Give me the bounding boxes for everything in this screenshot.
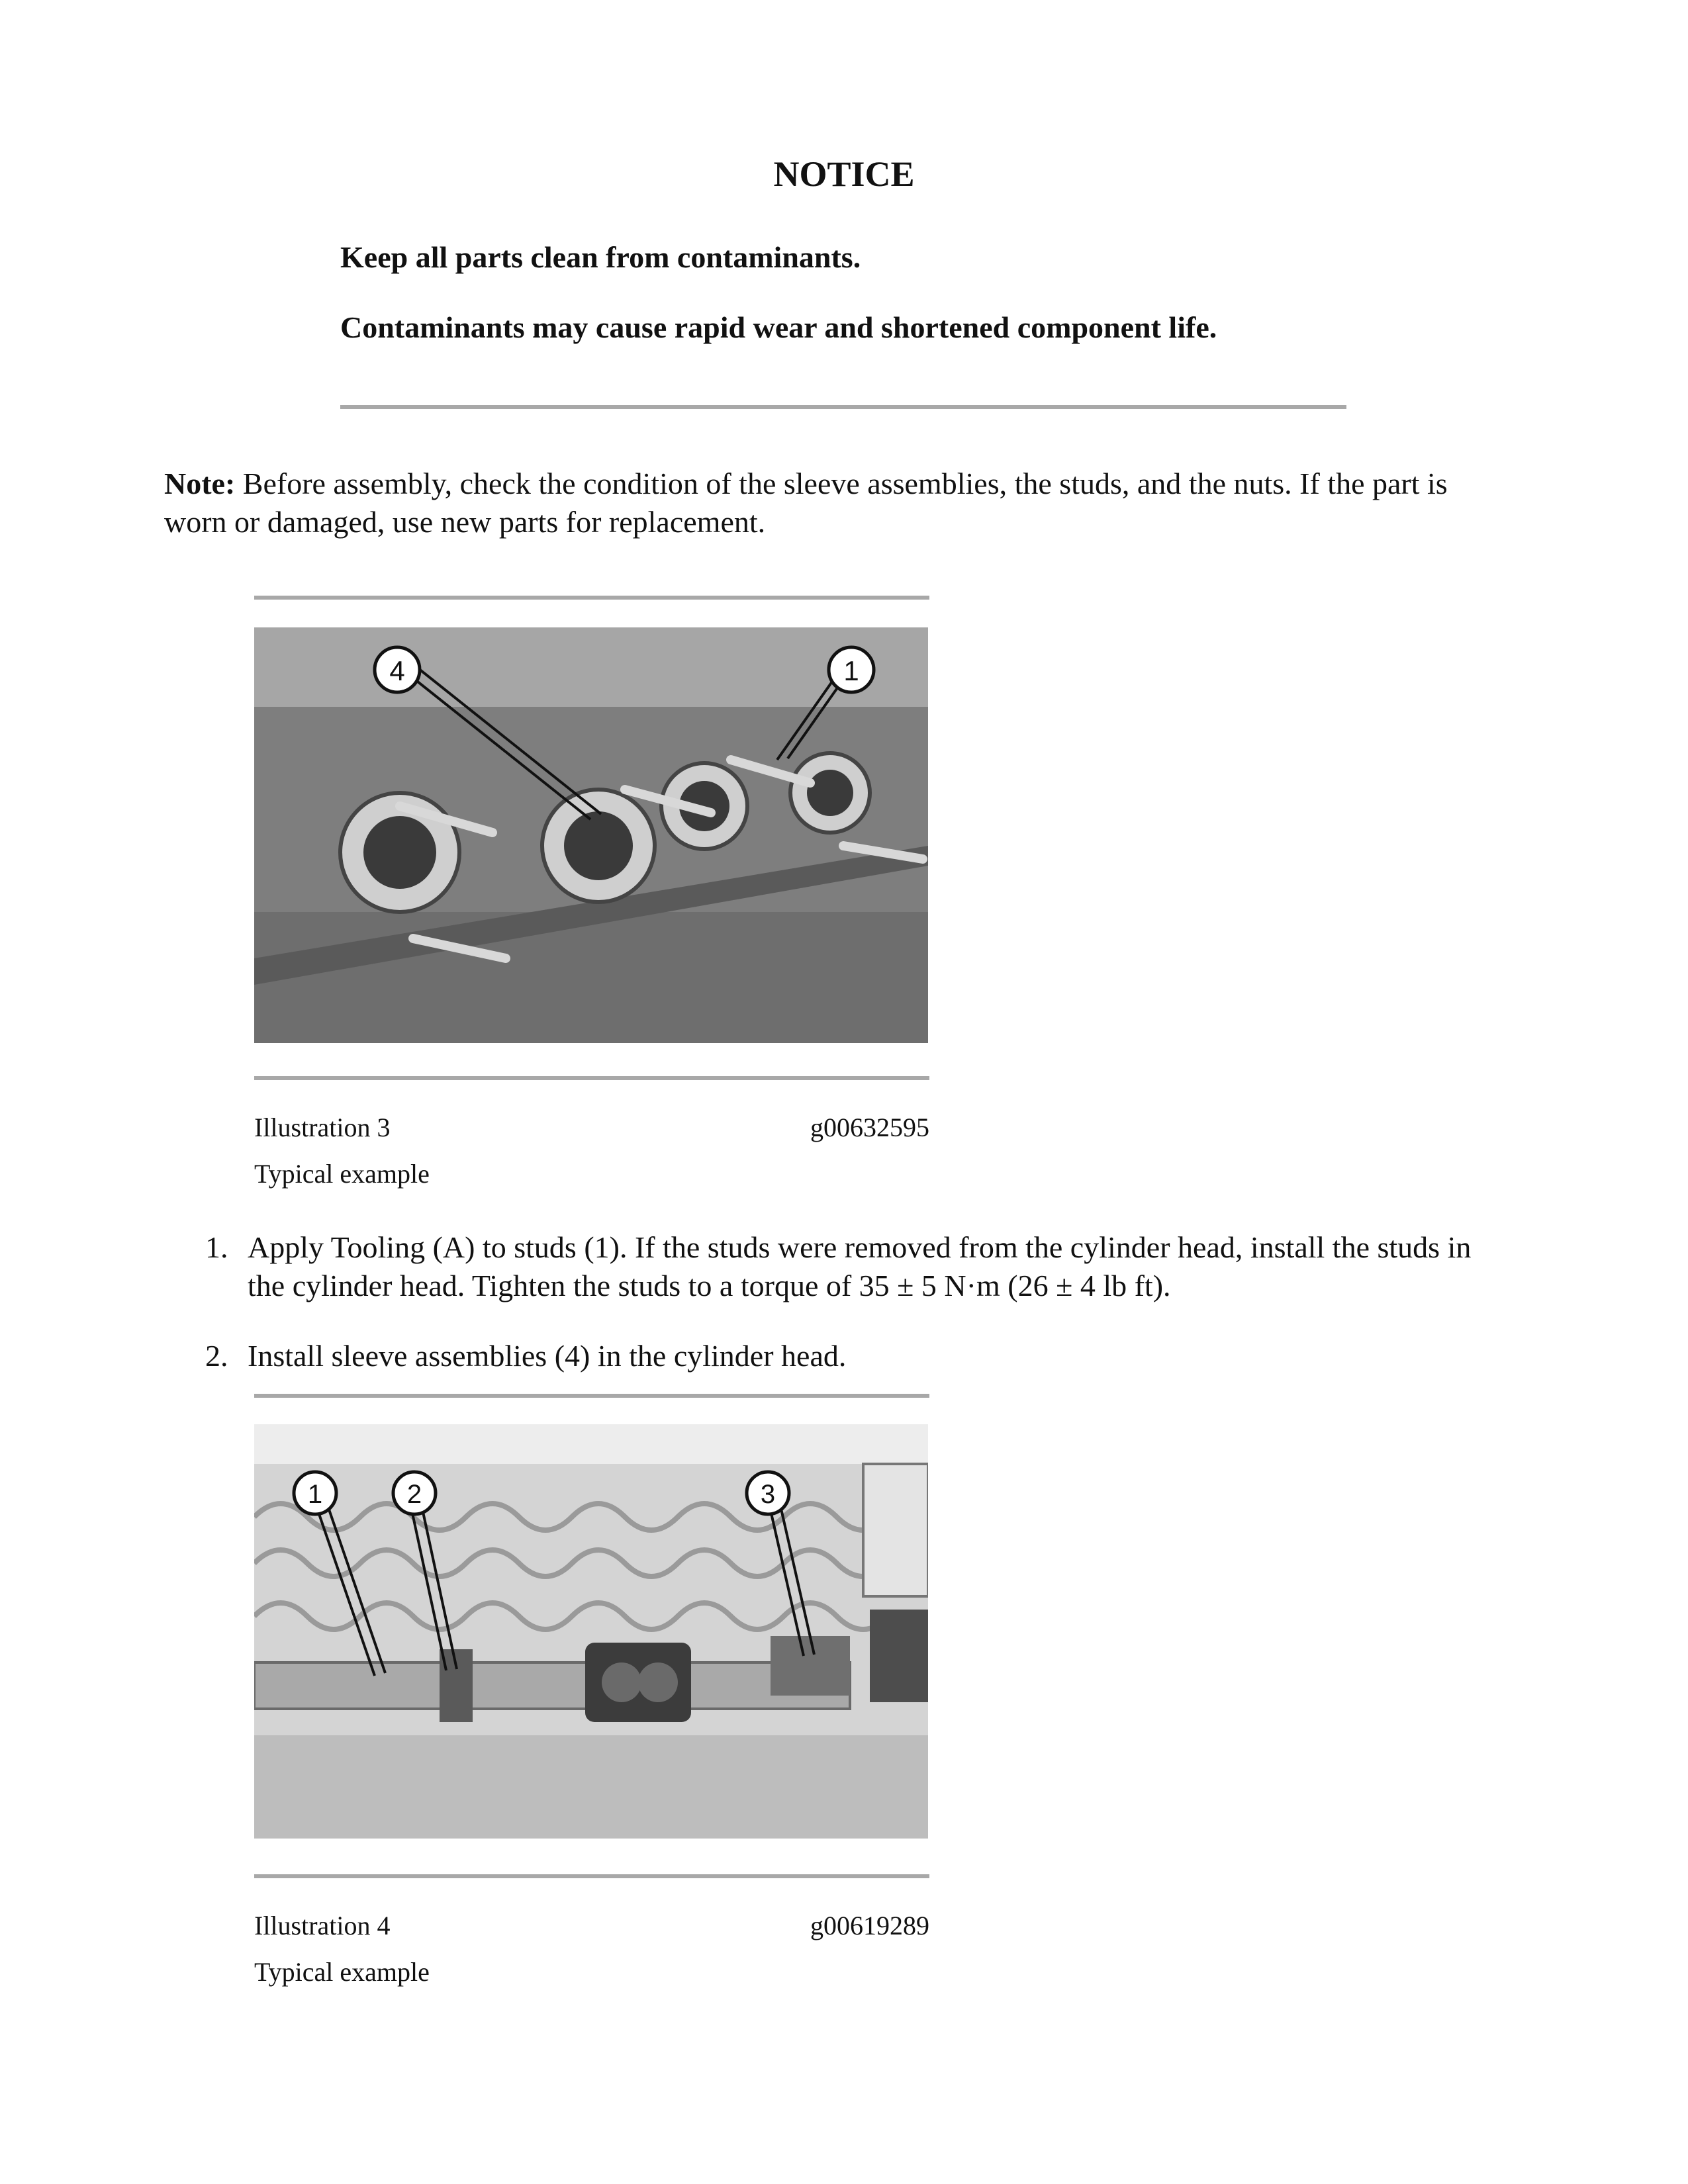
illustration-4-subcaption: Typical example [254, 1957, 430, 1987]
illustration-4-drawing [254, 1424, 928, 1839]
notice-line-2: Contaminants may cause rapid wear and shortened component life. [340, 310, 1217, 344]
illustration-3-caption: Illustration 3 [254, 1113, 391, 1142]
illustration-3-bottom-rule [254, 1076, 929, 1080]
illustration-4-photo [254, 1424, 928, 1839]
notice-divider [340, 405, 1346, 409]
illustration-4-bottom-rule [254, 1874, 929, 1878]
note-text: Before assembly, check the condition of the sleeve assemblies, the studs, and the nuts. If the part is worn or damaged, use new parts for replacement. [164, 467, 1448, 539]
illustration-4-callout-2: 2 [406, 1480, 422, 1509]
illustration-3-drawing [254, 627, 928, 1043]
notice-title: NOTICE [773, 154, 915, 194]
illustration-4-callout-1: 1 [307, 1480, 323, 1509]
step-1-text: Apply Tooling (A) to studs (1). If the studs were removed from the cylinder head, install the studs in the cylinder head. Tighten the studs to a torque of 35 ± 5 N·m (26 ± 4 lb ft). [248, 1230, 1472, 1302]
illustration-3-subcaption: Typical example [254, 1159, 430, 1189]
illustration-3-top-rule [254, 596, 929, 600]
illustration-4-top-rule [254, 1394, 929, 1398]
illustration-3-photo [254, 627, 928, 1043]
illustration-4-callout-3: 3 [760, 1480, 776, 1509]
step-2-number: 2. [205, 1339, 228, 1373]
illustration-4-caption: Illustration 4 [254, 1911, 391, 1940]
illustration-3-id: g00632595 [810, 1113, 929, 1142]
illustration-3-callout-1: 1 [843, 655, 859, 686]
illustration-3-callout-4: 4 [389, 655, 405, 686]
step-2-text: Install sleeve assemblies (4) in the cylinder head. [248, 1339, 847, 1373]
note-paragraph [164, 465, 1501, 541]
step-1 [205, 1228, 1516, 1308]
step-1-number: 1. [205, 1230, 228, 1264]
notice-line-1: Keep all parts clean from contaminants. [340, 240, 861, 274]
step-2 [205, 1337, 1516, 1377]
illustration-4-id: g00619289 [810, 1911, 929, 1940]
note-label: Note: [164, 467, 236, 500]
